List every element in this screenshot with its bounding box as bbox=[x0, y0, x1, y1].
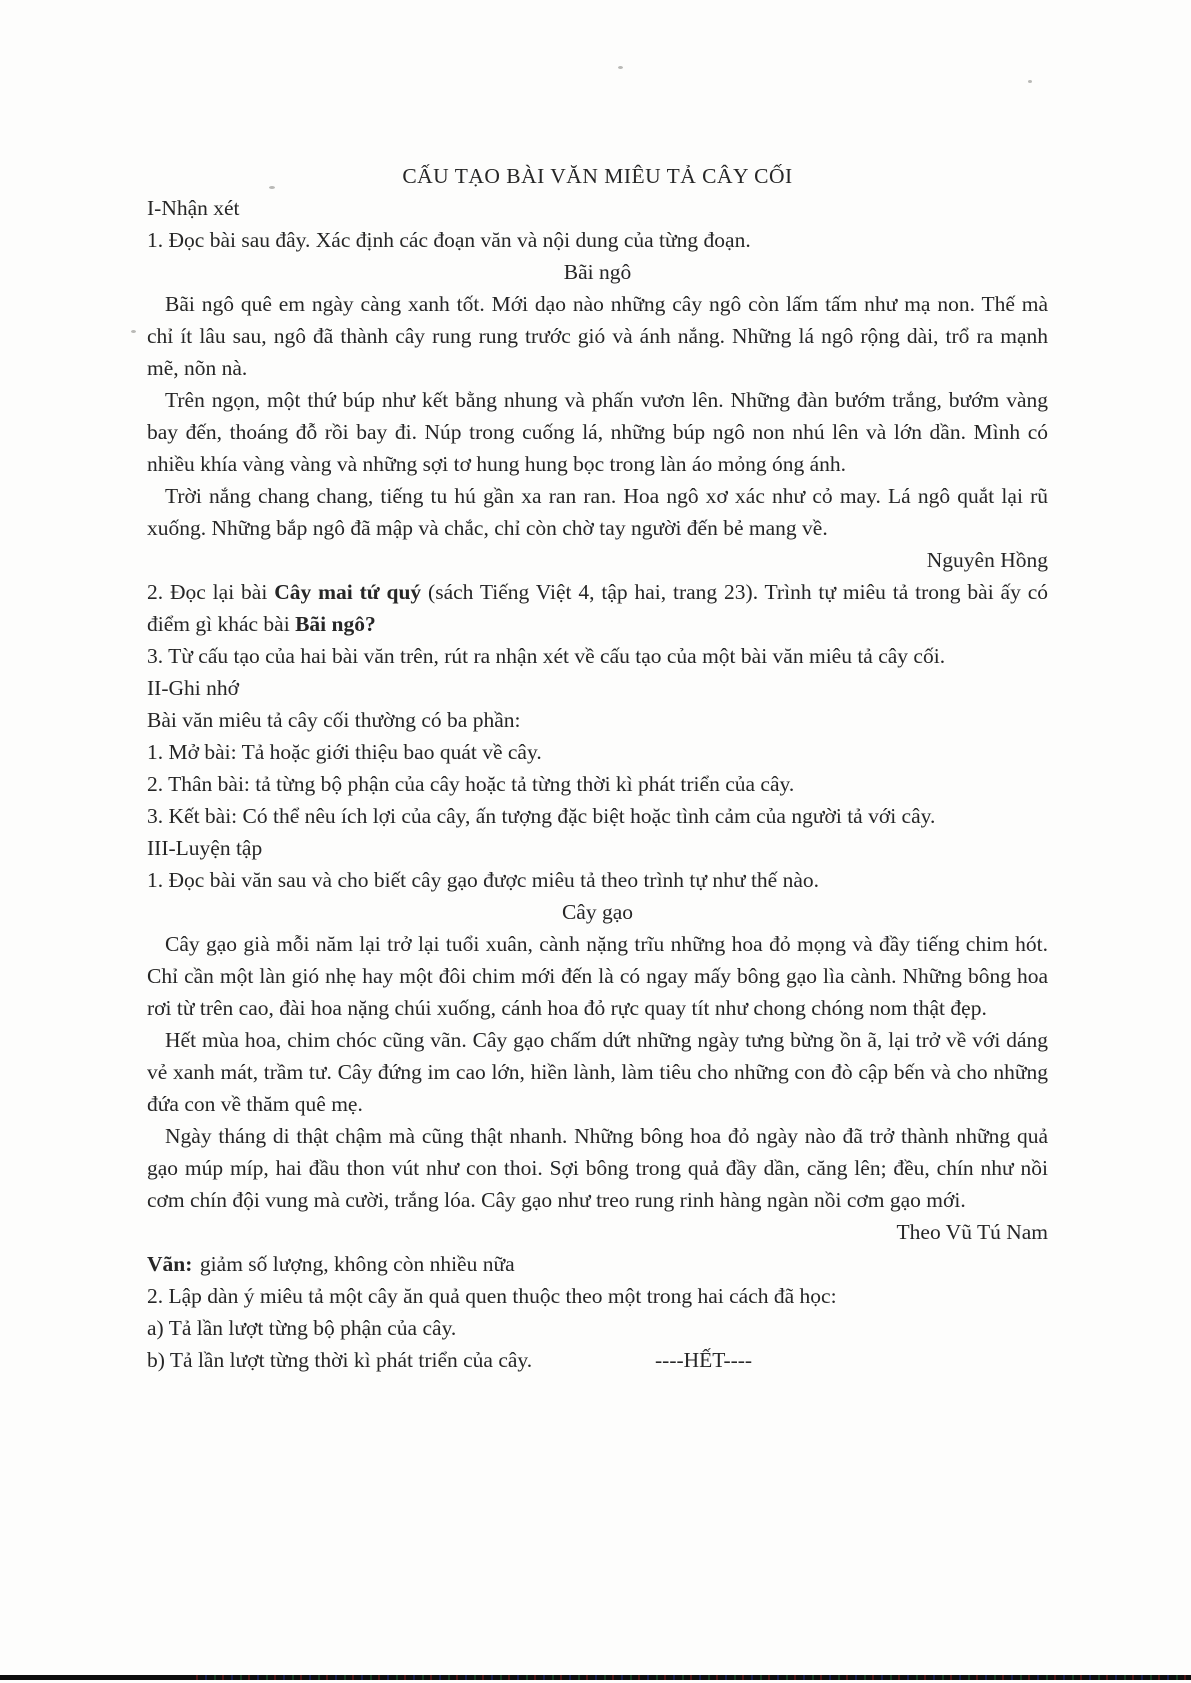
scan-edge-artifact bbox=[0, 1675, 1191, 1680]
glossary-term: Vãn: bbox=[147, 1252, 193, 1276]
document-title: CẤU TẠO BÀI VĂN MIÊU TẢ CÂY CỐI bbox=[402, 164, 793, 188]
practice-item-2a: a) Tả lần lượt từng bộ phận của cây. bbox=[147, 1316, 457, 1340]
author-vu-tu-nam: Theo Vũ Tú Nam bbox=[896, 1220, 1048, 1244]
bai-ngo-paragraph-1: Bãi ngô quê em ngày càng xanh tốt. Mới dạo nào những cây ngô còn lấm tấm như mạ non. Thế mà chỉ ít lâu sau, ngô đã thành cây rung rung trước gió và ánh nắng. Những lá ngô rộng dài, trổ ra mạnh mẽ, nõn nà. bbox=[147, 292, 1048, 380]
cay-gao-paragraph-3: Ngày tháng di thật chậm mà cũng thật nhanh. Những bông hoa đỏ ngày nào đã trở thành những quả gạo múp míp, hai đầu thon vút như con thoi. Sợi bông trong quả đầy dần, căng lên; đều, chín như nồi cơm chín đội vung mà cười, trắng lóa. Cây gạo như treo rung rinh hàng ngàn nồi cơm gạo mới. bbox=[147, 1124, 1048, 1212]
end-mark: ----HẾT---- bbox=[655, 1348, 753, 1372]
scan-edge-noise bbox=[190, 1675, 1191, 1680]
practice-item-2b: b) Tả lần lượt từng thời kì phát triển của cây. bbox=[147, 1348, 533, 1372]
cay-gao-paragraph-2: Hết mùa hoa, chim chóc cũng vãn. Cây gạo chấm dứt những ngày tưng bừng ồn ã, lại trở về với dáng vẻ xanh mát, trầm tư. Cây đứng im cao lớn, hiền lành, làm tiêu cho những con đò cập bến và cho những đứa con về thăm quê mẹ. bbox=[147, 1028, 1048, 1116]
reading-title-cay-gao: Cây gạo bbox=[561, 900, 634, 924]
ghi-nho-item-2: 2. Thân bài: tả từng bộ phận của cây hoặc tả từng thời kì phát triển của cây. bbox=[147, 772, 795, 796]
exercise-item-2-text: (sách Tiếng Việt 4, tập hai, trang 23). Trình tự miêu tả trong bài ấy có điểm gì khác bài bbox=[147, 580, 1049, 636]
ghi-nho-item-1: 1. Mở bài: Tả hoặc giới thiệu bao quát về cây. bbox=[147, 740, 542, 764]
exercise-item-2-bold-title: Bãi ngô? bbox=[295, 612, 376, 636]
section-heading-luyen-tap: III-Luyện tập bbox=[147, 836, 263, 860]
exercise-item-2-text: 2. Đọc lại bài bbox=[147, 580, 275, 604]
scan-speck bbox=[131, 330, 136, 333]
exercise-item-3: 3. Từ cấu tạo của hai bài văn trên, rút ra nhận xét về cấu tạo của một bài văn miêu tả cây cối. bbox=[147, 644, 946, 668]
section-heading-ghi-nho: II-Ghi nhớ bbox=[147, 676, 239, 700]
practice-item-2: 2. Lập dàn ý miêu tả một cây ăn quả quen thuộc theo một trong hai cách đã học: bbox=[147, 1284, 837, 1308]
ghi-nho-intro: Bài văn miêu tả cây cối thường có ba phần: bbox=[147, 708, 521, 732]
exercise-item-2 bbox=[147, 576, 1048, 640]
cay-gao-paragraph-1: Cây gạo già mỗi năm lại trở lại tuổi xuân, cành nặng trĩu những hoa đỏ mọng và đầy tiếng chim hót. Chỉ cần một làn gió nhẹ hay một đôi chim mới đến là có ngay mấy bông gạo lìa cành. Những bông hoa rơi từ trên cao, đài hoa nặng chúi xuống, cánh hoa đỏ rực quay tít như chong chóng nom thật đẹp. bbox=[147, 932, 1048, 1020]
reading-title-bai-ngo: Bãi ngô bbox=[563, 260, 632, 284]
bai-ngo-paragraph-2: Trên ngọn, một thứ búp như kết bằng nhung và phấn vươn lên. Những đàn bướm trắng, bướm vàng bay đến, thoáng đỗ rồi bay đi. Núp trong cuống lá, những búp ngô non nhú lên và lớn dần. Mình có nhiều khía vàng vàng và những sợi tơ hung hung bọc trong làn áo mỏng óng ánh. bbox=[147, 388, 1048, 476]
author-nguyen-hong: Nguyên Hồng bbox=[926, 548, 1048, 572]
exercise-item-2-bold-title: Cây mai tứ quý bbox=[274, 580, 422, 604]
exercise-item-1: 1. Đọc bài sau đây. Xác định các đoạn văn và nội dung của từng đoạn. bbox=[147, 228, 751, 252]
section-heading-nhan-xet: I-Nhận xét bbox=[147, 196, 240, 220]
glossary-definition: giảm số lượng, không còn nhiều nữa bbox=[199, 1252, 515, 1276]
practice-item-1: 1. Đọc bài văn sau và cho biết cây gạo được miêu tả theo trình tự như thế nào. bbox=[147, 868, 820, 892]
glossary-line bbox=[147, 1248, 1048, 1280]
bai-ngo-paragraph-3: Trời nắng chang chang, tiếng tu hú gần xa ran ran. Hoa ngô xơ xác như cỏ may. Lá ngô quắt lại rũ xuống. Những bắp ngô đã mập và chắc, chỉ còn chờ tay người đến bẻ mang về. bbox=[147, 484, 1048, 540]
document-content bbox=[147, 160, 1048, 1376]
scan-speck bbox=[618, 66, 623, 69]
practice-item-2b-line bbox=[147, 1344, 1048, 1376]
scan-speck bbox=[1028, 80, 1032, 83]
ghi-nho-item-3: 3. Kết bài: Có thể nêu ích lợi của cây, ấn tượng đặc biệt hoặc tình cảm của người tả với cây. bbox=[147, 804, 936, 828]
